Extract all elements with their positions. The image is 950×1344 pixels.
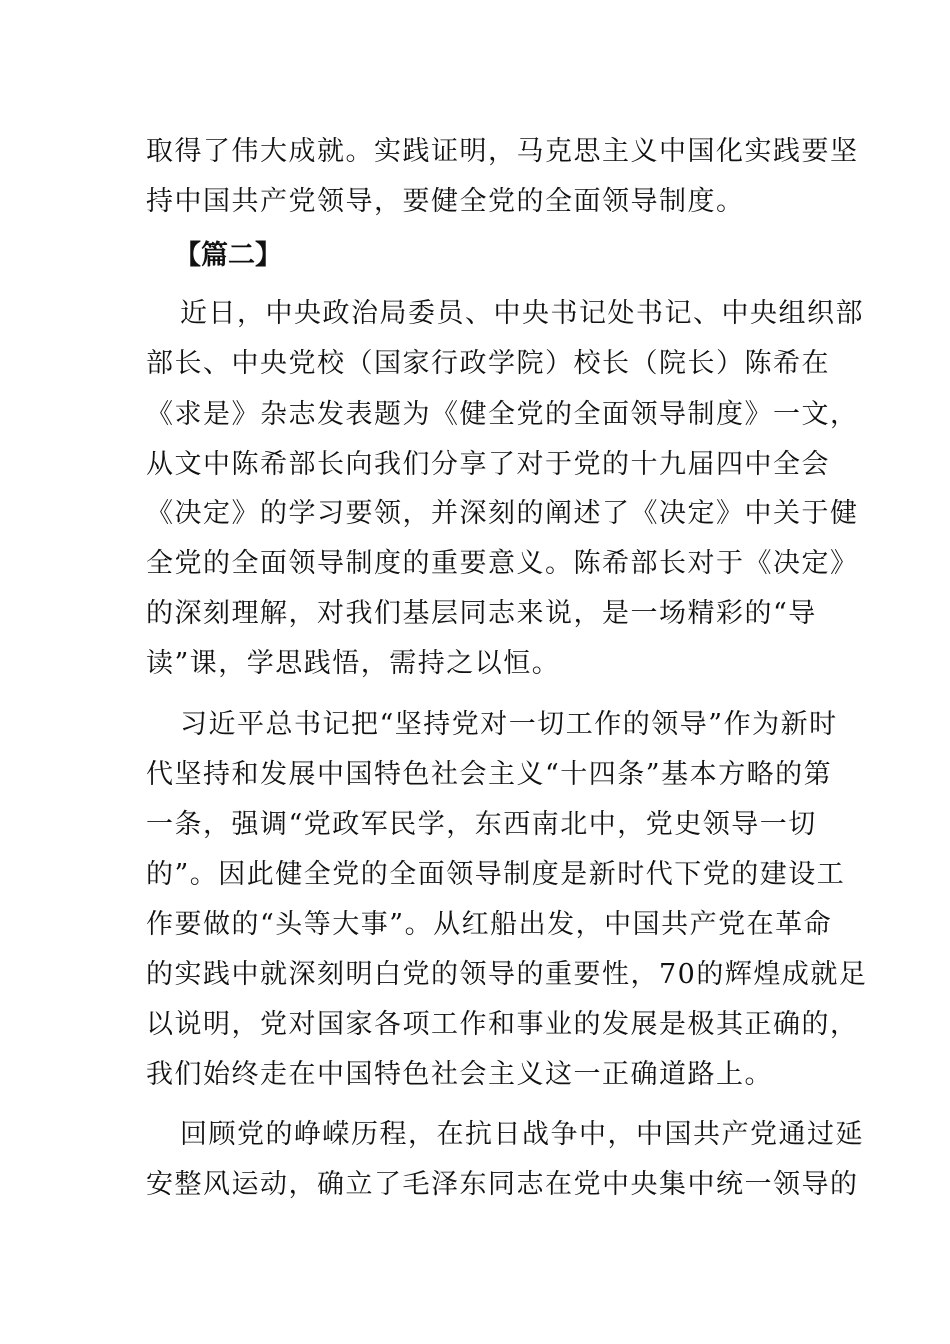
- text-line: 我们始终走在中国特色社会主义这一正确道路上。: [146, 1059, 773, 1090]
- text-line: 的实践中就深刻明白党的领导的重要性，70的辉煌成就足: [146, 959, 868, 990]
- text-line: 持中国共产党领导，要健全党的全面领导制度。: [146, 186, 745, 217]
- text-line: 回顾党的峥嵘历程，在抗日战争中，中国共产党通过延: [180, 1119, 864, 1150]
- text-line: 部长、中央党校（国家行政学院）校长（院长）陈希在: [146, 348, 830, 379]
- text-line: 一条，强调“党政军民学，东西南北中，党史领导一切: [146, 809, 817, 840]
- text-line: 代坚持和发展中国特色社会主义“十四条”基本方略的第: [146, 759, 833, 790]
- text-line: 作要做的“头等大事”。从红船出发，中国共产党在革命: [146, 909, 833, 940]
- section-heading: 【篇二】: [174, 240, 282, 271]
- text-line: 习近平总书记把“坚持党对一切工作的领导”作为新时: [180, 709, 838, 740]
- text-line: 读”课，学思践悟，需持之以恒。: [146, 648, 561, 679]
- text-line: 的”。因此健全党的全面领导制度是新时代下党的建设工: [146, 859, 846, 890]
- text-line: 安整风运动，确立了毛泽东同志在党中央集中统一领导的: [146, 1169, 859, 1200]
- text-line: 《决定》的学习要领，并深刻的阐述了《决定》中关于健: [146, 498, 859, 529]
- text-line: 从文中陈希部长向我们分享了对于党的十九届四中全会: [146, 449, 830, 480]
- text-line: 近日，中央政治局委员、中央书记处书记、中央组织部: [180, 298, 864, 329]
- text-line: 取得了伟大成就。实践证明，马克思主义中国化实践要坚: [146, 136, 859, 167]
- text-line: 《求是》杂志发表题为《健全党的全面领导制度》一文，: [146, 399, 859, 430]
- text-line: 的深刻理解，对我们基层同志来说，是一场精彩的“导: [146, 598, 817, 629]
- text-line: 全党的全面领导制度的重要意义。陈希部长对于《决定》: [146, 548, 859, 579]
- text-line: 以说明，党对国家各项工作和事业的发展是极其正确的，: [146, 1009, 859, 1040]
